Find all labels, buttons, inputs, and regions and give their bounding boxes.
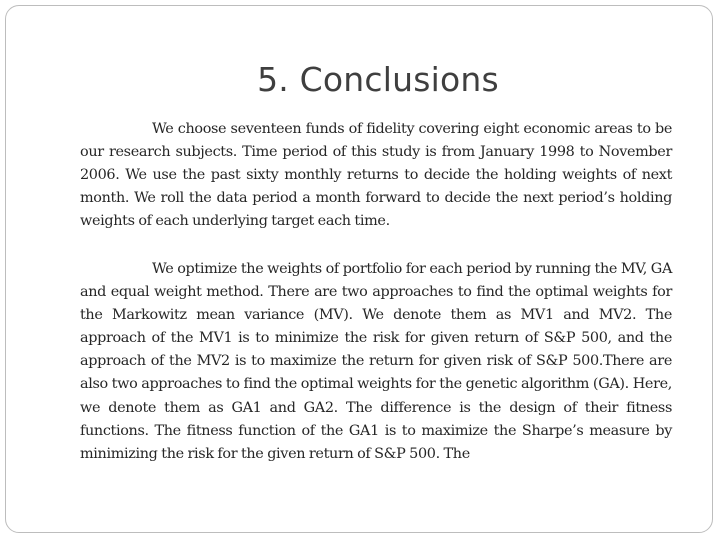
paragraph-methods: We optimize the weights of portfolio for each period by running the MV, GA and equal weight method. There are two approaches to find the optimal weights for the Markowitz mean variance (MV). We denote them as MV1 and MV2. The approach of the MV1 is to minimize the risk for given return of S&P 500, and the approach of the MV2 is to maximize the return for given risk of S&P 500.There are also two approaches to find the optimal weights for the genetic algorithm (GA). Here, we denote them as GA1 and GA2. The difference is the design of their fitness functions. The fitness function of the GA1 is to maximize the Sharpe’s measure by minimizing the risk for the given return of S&P 500. The — [80, 261, 672, 462]
paragraph-data-and-period: We choose seventeen funds of fidelity covering eight economic areas to be our research subjects. Time period of this study is from January 1998 to November 2006. We use the past sixty monthly returns to decide the holding weights of next month. We roll the data period a month forward to decide the next period’s holding weights of each underlying target each time. — [80, 121, 672, 230]
slide-title: 5. Conclusions — [257, 60, 499, 99]
